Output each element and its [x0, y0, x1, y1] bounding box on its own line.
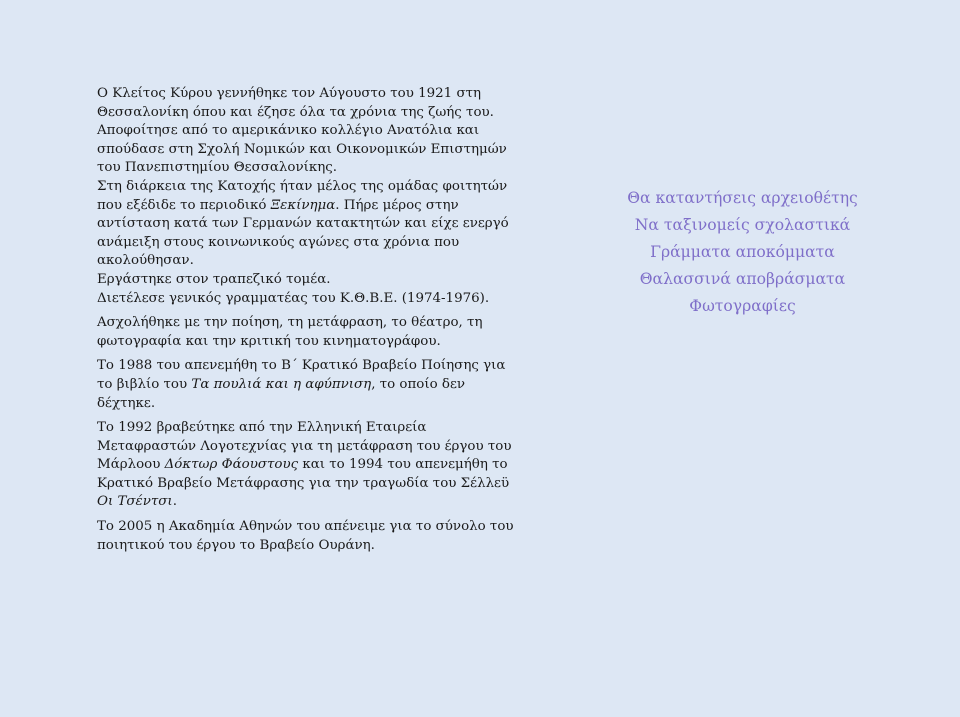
bio-paragraph-secretary: Διετέλεσε γενικός γραμματέας του Κ.Θ.Β.Ε. (1974-1976).	[97, 290, 490, 306]
bio-magazine-title: Ξεκίνημα	[270, 197, 336, 213]
bio-paragraph-academy: Το 2005 η Ακαδημία Αθηνών του απένειμε για το σύνολο του ποιητικού του έργου το Βραβείο Ουράνη.	[97, 519, 514, 553]
bio-award-text-b: , το οποίο δεν δέχτηκε.	[97, 376, 466, 411]
poem-excerpt	[570, 185, 915, 320]
poem-line-4: Θαλασσινά αποβράσματα	[639, 270, 846, 288]
bio-translation-text-a: Το 1992 βραβεύτηκε από την Ελληνική Εταιρεία Μεταφραστών Λογοτεχνίας για τη μετάφραση του έργου του Μάρλοου	[97, 420, 512, 473]
bio-paragraph-interests: Ασχολήθηκε με την ποίηση, τη μετάφραση, το θέατρο, τη φωτογραφία και την κριτική του κινηματογράφου.	[97, 315, 483, 349]
poem-line-1: Θα καταντήσεις αρχειοθέτης	[627, 189, 858, 207]
bio-paragraph-award-1988	[97, 357, 517, 413]
bio-paragraph-translation	[97, 419, 517, 512]
poem-line-3: Γράμματα αποκόμματα	[650, 243, 835, 261]
bio-cenci-title: Οι Τσέντσι	[97, 494, 173, 510]
bio-paragraph-birth: Ο Κλείτος Κύρου γεννήθηκε τον Αύγουστο του 1921 στη Θεσσαλονίκη όπου και έζησε όλα τα χρόνια της ζωής του.	[97, 86, 494, 120]
bio-award-text-a: Το 1988 του απενεμήθη το Β΄ Κρατικό Βραβείο Ποίησης για το βιβλίο του	[97, 358, 506, 392]
bio-resistance-text-a: Στη διάρκεια της Κατοχής ήταν μέλος της ομάδας φοιτητών που εξέδιδε το περιοδικό	[97, 178, 508, 213]
bio-resistance-text-b: . Πήρε μέρος στην αντίσταση κατά των Γερμανών κατακτητών και είχε ενεργό ανάμειξη στους κοινωνικούς αγώνες στα χρόνια που ακολούθησαν.	[97, 197, 509, 269]
bio-paragraph-resistance	[97, 178, 517, 271]
biography-text	[97, 85, 517, 561]
bio-translation-text-c: .	[172, 494, 177, 510]
bio-paragraph-education: Αποφοίτησε από το αμερικάνικο κολλέγιο Ανατόλια και σπούδασε στη Σχολή Νομικών και Οικονομικών Επιστημών του Πανεπιστημίου Θεσσαλονίκης.	[97, 123, 507, 176]
bio-translation-text-b: και το 1994 του απενεμήθη το Κρατικό Βραβείο Μετάφρασης για την τραγωδία του Σέλλεϋ	[97, 457, 510, 491]
bio-faustus-title: Δόκτωρ Φάουστους	[164, 457, 299, 473]
bio-paragraph-work: Εργάστηκε στον τραπεζικό τομέα.	[97, 271, 331, 287]
poem-line-2: Να ταξινομείς σχολαστικά	[634, 216, 851, 234]
poem-line-5: Φωτογραφίες	[689, 297, 796, 315]
bio-book-title: Τα πουλιά και η αφύπνιση	[191, 376, 372, 392]
